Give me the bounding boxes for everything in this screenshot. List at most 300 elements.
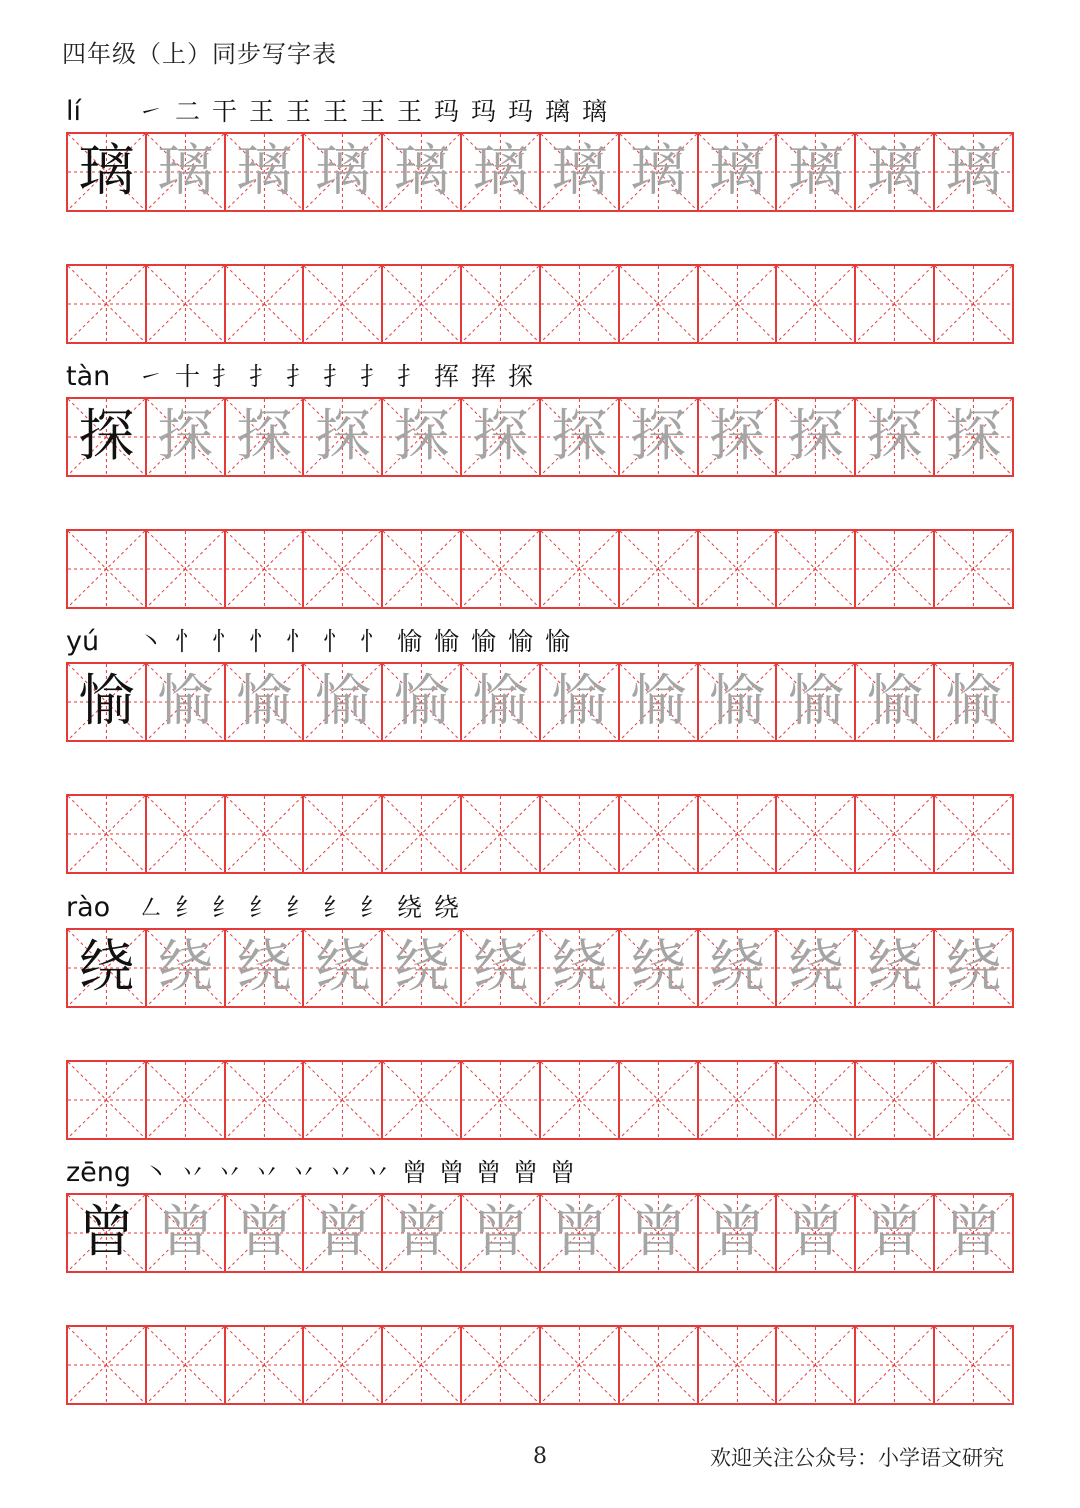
mi-grid-guide	[462, 266, 539, 342]
trace-row	[66, 397, 1014, 477]
trace-character: 探	[945, 404, 1002, 469]
writing-cell[interactable]	[933, 1062, 1012, 1138]
page-number: 8	[533, 1444, 547, 1469]
mi-grid-guide	[304, 531, 381, 607]
trace-cell	[854, 134, 933, 210]
trace-cell	[933, 1195, 1012, 1271]
mi-grid-guide	[541, 1327, 618, 1403]
stroke-step: 王	[322, 97, 348, 126]
mi-grid-guide	[856, 1062, 933, 1138]
trace-character: 探	[314, 404, 371, 469]
pinyin: zēng	[66, 1157, 132, 1188]
writing-cell[interactable]	[854, 1327, 933, 1403]
trace-cell	[381, 134, 460, 210]
trace-character: 曾	[630, 1200, 687, 1265]
stroke-step: 曾	[513, 1158, 539, 1187]
trace-cell	[145, 399, 224, 475]
stroke-step: 愉	[433, 627, 459, 656]
stroke-step: ㇜	[137, 893, 163, 922]
trace-cell	[302, 930, 381, 1006]
mi-grid-guide	[699, 531, 776, 607]
writing-cell[interactable]	[775, 1327, 854, 1403]
mi-grid-guide	[620, 266, 697, 342]
stroke-step: 绕	[433, 893, 459, 922]
mi-grid-guide	[226, 1062, 303, 1138]
stroke-step: 忄	[248, 627, 274, 656]
mi-grid-guide	[856, 1327, 933, 1403]
stroke-step: 干	[211, 97, 237, 126]
mi-grid-guide	[304, 796, 381, 872]
mi-grid-guide	[226, 266, 303, 342]
writing-cell[interactable]	[775, 796, 854, 872]
trace-cell	[775, 134, 854, 210]
trace-character: 璃	[709, 139, 766, 204]
mi-grid-guide	[226, 1327, 303, 1403]
writing-cell[interactable]	[381, 1327, 460, 1403]
writing-cell[interactable]	[224, 266, 303, 342]
mi-grid-guide	[462, 796, 539, 872]
stroke-step: 忄	[359, 627, 385, 656]
writing-cell[interactable]	[68, 796, 145, 872]
trace-cell	[697, 1195, 776, 1271]
trace-character: 璃	[551, 139, 608, 204]
mi-grid-guide	[620, 1327, 697, 1403]
model-character: 绕	[78, 935, 135, 1000]
writing-cell[interactable]	[381, 266, 460, 342]
stroke-step: ㇔	[137, 627, 163, 656]
writing-cell[interactable]	[145, 796, 224, 872]
trace-cell	[618, 930, 697, 1006]
stroke-step: 纟	[285, 893, 311, 922]
stroke-step: 愉	[544, 627, 570, 656]
footer-note: 欢迎关注公众号：小学语文研究	[710, 1446, 1004, 1470]
practice-row	[66, 1325, 1014, 1405]
writing-cell[interactable]	[618, 1062, 697, 1138]
trace-character: 探	[551, 404, 608, 469]
stroke-step: 丷	[328, 1158, 354, 1187]
trace-cell	[539, 399, 618, 475]
trace-cell	[302, 1195, 381, 1271]
trace-character: 探	[236, 404, 293, 469]
stroke-step: 丷	[217, 1158, 243, 1187]
model-character: 愉	[78, 669, 135, 734]
writing-cell[interactable]	[302, 531, 381, 607]
trace-character: 璃	[630, 139, 687, 204]
trace-character: 曾	[472, 1200, 529, 1265]
writing-cell[interactable]	[854, 796, 933, 872]
writing-cell[interactable]	[302, 796, 381, 872]
mi-grid-guide	[383, 531, 460, 607]
writing-cell[interactable]	[539, 266, 618, 342]
mi-grid-guide	[541, 796, 618, 872]
trace-cell	[933, 930, 1012, 1006]
stroke-step: 愉	[396, 627, 422, 656]
mi-grid-guide	[541, 531, 618, 607]
trace-cell	[697, 930, 776, 1006]
trace-character: 曾	[866, 1200, 923, 1265]
trace-cell	[460, 134, 539, 210]
trace-cell	[224, 664, 303, 740]
writing-cell[interactable]	[460, 1062, 539, 1138]
mi-grid-guide	[383, 1062, 460, 1138]
trace-character: 愉	[236, 669, 293, 734]
trace-cell	[145, 930, 224, 1006]
mi-grid-guide	[304, 266, 381, 342]
trace-cell	[381, 399, 460, 475]
writing-cell[interactable]	[68, 1327, 145, 1403]
mi-grid-guide	[383, 796, 460, 872]
trace-cell	[775, 930, 854, 1006]
trace-character: 绕	[709, 935, 766, 1000]
trace-cell	[68, 399, 145, 475]
writing-cell[interactable]	[539, 1062, 618, 1138]
mi-grid-guide	[935, 266, 1012, 342]
trace-character: 探	[393, 404, 450, 469]
trace-character: 愉	[551, 669, 608, 734]
mi-grid-guide	[68, 531, 145, 607]
writing-cell[interactable]	[302, 266, 381, 342]
stroke-step: 王	[396, 97, 422, 126]
mi-grid-guide	[147, 531, 224, 607]
stroke-step: 璃	[544, 97, 570, 126]
trace-cell	[145, 1195, 224, 1271]
stroke-step: 扌	[322, 362, 348, 391]
trace-row	[66, 1193, 1014, 1273]
writing-cell[interactable]	[224, 531, 303, 607]
writing-cell[interactable]	[145, 531, 224, 607]
trace-character: 愉	[709, 669, 766, 734]
trace-cell	[539, 930, 618, 1006]
mi-grid-guide	[777, 266, 854, 342]
model-character: 璃	[78, 139, 135, 204]
trace-row	[66, 132, 1014, 212]
stroke-step: 璃	[581, 97, 607, 126]
trace-character: 曾	[709, 1200, 766, 1265]
trace-cell	[854, 664, 933, 740]
trace-character: 璃	[157, 139, 214, 204]
stroke-step: 十	[174, 362, 200, 391]
stroke-step: 扌	[248, 362, 274, 391]
stroke-step: 忄	[174, 627, 200, 656]
trace-cell	[68, 664, 145, 740]
pinyin: yú	[66, 626, 100, 657]
stroke-step: 王	[248, 97, 274, 126]
trace-character: 探	[630, 404, 687, 469]
writing-cell[interactable]	[145, 1327, 224, 1403]
character-block	[66, 1149, 1016, 1405]
writing-cell[interactable]	[618, 266, 697, 342]
mi-grid-guide	[777, 531, 854, 607]
character-block	[66, 353, 1016, 609]
trace-character: 璃	[866, 139, 923, 204]
trace-cell	[775, 1195, 854, 1271]
writing-cell[interactable]	[618, 796, 697, 872]
trace-cell	[854, 1195, 933, 1271]
trace-cell	[618, 134, 697, 210]
pinyin: tàn	[66, 361, 111, 392]
trace-character: 愉	[157, 669, 214, 734]
stroke-step: 丷	[365, 1158, 391, 1187]
writing-cell[interactable]	[460, 796, 539, 872]
stroke-step: 曾	[439, 1158, 465, 1187]
mi-grid-guide	[147, 796, 224, 872]
trace-cell	[381, 930, 460, 1006]
mi-grid-guide	[304, 1327, 381, 1403]
stroke-step: ㇔	[143, 1158, 169, 1187]
trace-character: 绕	[945, 935, 1002, 1000]
trace-character: 探	[709, 404, 766, 469]
stroke-step: 二	[174, 97, 200, 126]
mi-grid-guide	[620, 796, 697, 872]
trace-character: 绕	[866, 935, 923, 1000]
trace-cell	[854, 399, 933, 475]
trace-cell	[68, 930, 145, 1006]
trace-cell	[381, 1195, 460, 1271]
stroke-step: ㇀	[137, 97, 163, 126]
trace-cell	[224, 134, 303, 210]
trace-cell	[933, 399, 1012, 475]
writing-cell[interactable]	[224, 1062, 303, 1138]
stroke-step: 丷	[180, 1158, 206, 1187]
mi-grid-guide	[226, 531, 303, 607]
stroke-step: 探	[507, 362, 533, 391]
trace-cell	[933, 134, 1012, 210]
writing-cell[interactable]	[381, 531, 460, 607]
mi-grid-guide	[541, 266, 618, 342]
writing-cell[interactable]	[618, 531, 697, 607]
trace-character: 愉	[787, 669, 844, 734]
mi-grid-guide	[620, 1062, 697, 1138]
mi-grid-guide	[777, 1062, 854, 1138]
trace-character: 探	[157, 404, 214, 469]
writing-cell[interactable]	[460, 1327, 539, 1403]
mi-grid-guide	[462, 531, 539, 607]
writing-cell[interactable]	[539, 531, 618, 607]
stroke-order-line	[66, 88, 1016, 132]
stroke-step: 曾	[402, 1158, 428, 1187]
trace-cell	[145, 134, 224, 210]
mi-grid-guide	[304, 1062, 381, 1138]
mi-grid-guide	[935, 1062, 1012, 1138]
stroke-step: 丷	[254, 1158, 280, 1187]
stroke-step: 曾	[550, 1158, 576, 1187]
stroke-step: 曾	[476, 1158, 502, 1187]
writing-cell[interactable]	[697, 531, 776, 607]
mi-grid-guide	[699, 796, 776, 872]
stroke-step: 纟	[248, 893, 274, 922]
mi-grid-guide	[147, 1327, 224, 1403]
trace-cell	[697, 134, 776, 210]
writing-cell[interactable]	[933, 531, 1012, 607]
practice-row	[66, 529, 1014, 609]
stroke-step: 忄	[322, 627, 348, 656]
mi-grid-guide	[620, 531, 697, 607]
stroke-step: 忄	[211, 627, 237, 656]
trace-character: 愉	[630, 669, 687, 734]
writing-cell[interactable]	[302, 1062, 381, 1138]
trace-cell	[697, 399, 776, 475]
writing-cell[interactable]	[933, 266, 1012, 342]
mi-grid-guide	[68, 1327, 145, 1403]
writing-cell[interactable]	[381, 1062, 460, 1138]
stroke-step: 纟	[322, 893, 348, 922]
writing-cell[interactable]	[854, 266, 933, 342]
trace-character: 璃	[472, 139, 529, 204]
stroke-step: 纟	[174, 893, 200, 922]
trace-character: 璃	[945, 139, 1002, 204]
trace-cell	[618, 1195, 697, 1271]
stroke-step: 扌	[211, 362, 237, 391]
writing-cell[interactable]	[854, 1062, 933, 1138]
trace-row	[66, 662, 1014, 742]
trace-cell	[68, 134, 145, 210]
trace-cell	[775, 664, 854, 740]
writing-cell[interactable]	[224, 796, 303, 872]
mi-grid-guide	[383, 1327, 460, 1403]
stroke-order-line	[66, 1149, 1016, 1193]
mi-grid-guide	[462, 1062, 539, 1138]
writing-cell[interactable]	[460, 266, 539, 342]
mi-grid-guide	[147, 266, 224, 342]
writing-cell[interactable]	[68, 531, 145, 607]
stroke-step: 玛	[507, 97, 533, 126]
writing-cell[interactable]	[145, 1062, 224, 1138]
stroke-step: 纟	[211, 893, 237, 922]
stroke-step: 愉	[470, 627, 496, 656]
trace-cell	[539, 664, 618, 740]
mi-grid-guide	[699, 266, 776, 342]
stroke-step: ㇀	[137, 362, 163, 391]
character-block	[66, 618, 1016, 874]
stroke-step: 愉	[507, 627, 533, 656]
model-character: 曾	[78, 1200, 135, 1265]
trace-character: 璃	[393, 139, 450, 204]
stroke-step: 玛	[433, 97, 459, 126]
mi-grid-guide	[856, 266, 933, 342]
trace-character: 绕	[314, 935, 371, 1000]
trace-cell	[68, 1195, 145, 1271]
trace-character: 曾	[551, 1200, 608, 1265]
trace-character: 愉	[472, 669, 529, 734]
trace-cell	[302, 399, 381, 475]
writing-cell[interactable]	[775, 531, 854, 607]
trace-cell	[618, 399, 697, 475]
character-block	[66, 884, 1016, 1140]
trace-cell	[224, 930, 303, 1006]
writing-cell[interactable]	[68, 1062, 145, 1138]
stroke-step: 忄	[285, 627, 311, 656]
trace-cell	[460, 664, 539, 740]
trace-cell	[933, 664, 1012, 740]
trace-character: 探	[787, 404, 844, 469]
writing-cell[interactable]	[697, 1327, 776, 1403]
trace-character: 曾	[314, 1200, 371, 1265]
trace-character: 探	[472, 404, 529, 469]
writing-cell[interactable]	[539, 796, 618, 872]
mi-grid-guide	[935, 531, 1012, 607]
writing-cell[interactable]	[775, 1062, 854, 1138]
stroke-step: 纟	[359, 893, 385, 922]
trace-character: 探	[866, 404, 923, 469]
trace-cell	[539, 1195, 618, 1271]
trace-cell	[460, 930, 539, 1006]
trace-character: 曾	[393, 1200, 450, 1265]
writing-cell[interactable]	[539, 1327, 618, 1403]
trace-cell	[460, 399, 539, 475]
mi-grid-guide	[68, 1062, 145, 1138]
trace-cell	[145, 664, 224, 740]
trace-character: 绕	[472, 935, 529, 1000]
stroke-step: 扌	[359, 362, 385, 391]
writing-cell[interactable]	[933, 796, 1012, 872]
writing-cell[interactable]	[933, 1327, 1012, 1403]
stroke-step: 挥	[470, 362, 496, 391]
mi-grid-guide	[777, 796, 854, 872]
writing-cell[interactable]	[775, 266, 854, 342]
writing-cell[interactable]	[224, 1327, 303, 1403]
writing-cell[interactable]	[697, 1062, 776, 1138]
stroke-order-line	[66, 353, 1016, 397]
trace-cell	[697, 664, 776, 740]
writing-cell[interactable]	[618, 1327, 697, 1403]
trace-cell	[302, 134, 381, 210]
stroke-order-line	[66, 618, 1016, 662]
mi-grid-guide	[777, 1327, 854, 1403]
stroke-step: 绕	[396, 893, 422, 922]
mi-grid-guide	[68, 796, 145, 872]
writing-cell[interactable]	[302, 1327, 381, 1403]
trace-character: 绕	[630, 935, 687, 1000]
mi-grid-guide	[856, 796, 933, 872]
trace-cell	[539, 134, 618, 210]
trace-cell	[224, 1195, 303, 1271]
writing-cell[interactable]	[697, 796, 776, 872]
trace-cell	[460, 1195, 539, 1271]
mi-grid-guide	[699, 1062, 776, 1138]
stroke-step: 挥	[433, 362, 459, 391]
writing-cell[interactable]	[145, 266, 224, 342]
trace-character: 愉	[866, 669, 923, 734]
pinyin: rào	[66, 892, 111, 923]
trace-cell	[224, 399, 303, 475]
trace-cell	[618, 664, 697, 740]
trace-character: 绕	[393, 935, 450, 1000]
trace-character: 绕	[157, 935, 214, 1000]
writing-cell[interactable]	[697, 266, 776, 342]
mi-grid-guide	[147, 1062, 224, 1138]
trace-character: 绕	[787, 935, 844, 1000]
trace-character: 愉	[314, 669, 371, 734]
mi-grid-guide	[462, 1327, 539, 1403]
trace-character: 曾	[787, 1200, 844, 1265]
mi-grid-guide	[68, 266, 145, 342]
mi-grid-guide	[935, 796, 1012, 872]
trace-character: 绕	[236, 935, 293, 1000]
writing-cell[interactable]	[68, 266, 145, 342]
mi-grid-guide	[383, 266, 460, 342]
stroke-step: 丷	[291, 1158, 317, 1187]
page-title: 四年级（上）同步写字表	[62, 40, 337, 68]
stroke-step: 扌	[396, 362, 422, 391]
mi-grid-guide	[541, 1062, 618, 1138]
mi-grid-guide	[856, 531, 933, 607]
trace-row	[66, 928, 1014, 1008]
character-block	[66, 88, 1016, 344]
writing-cell[interactable]	[854, 531, 933, 607]
trace-cell	[302, 664, 381, 740]
writing-cell[interactable]	[460, 531, 539, 607]
writing-cell[interactable]	[381, 796, 460, 872]
